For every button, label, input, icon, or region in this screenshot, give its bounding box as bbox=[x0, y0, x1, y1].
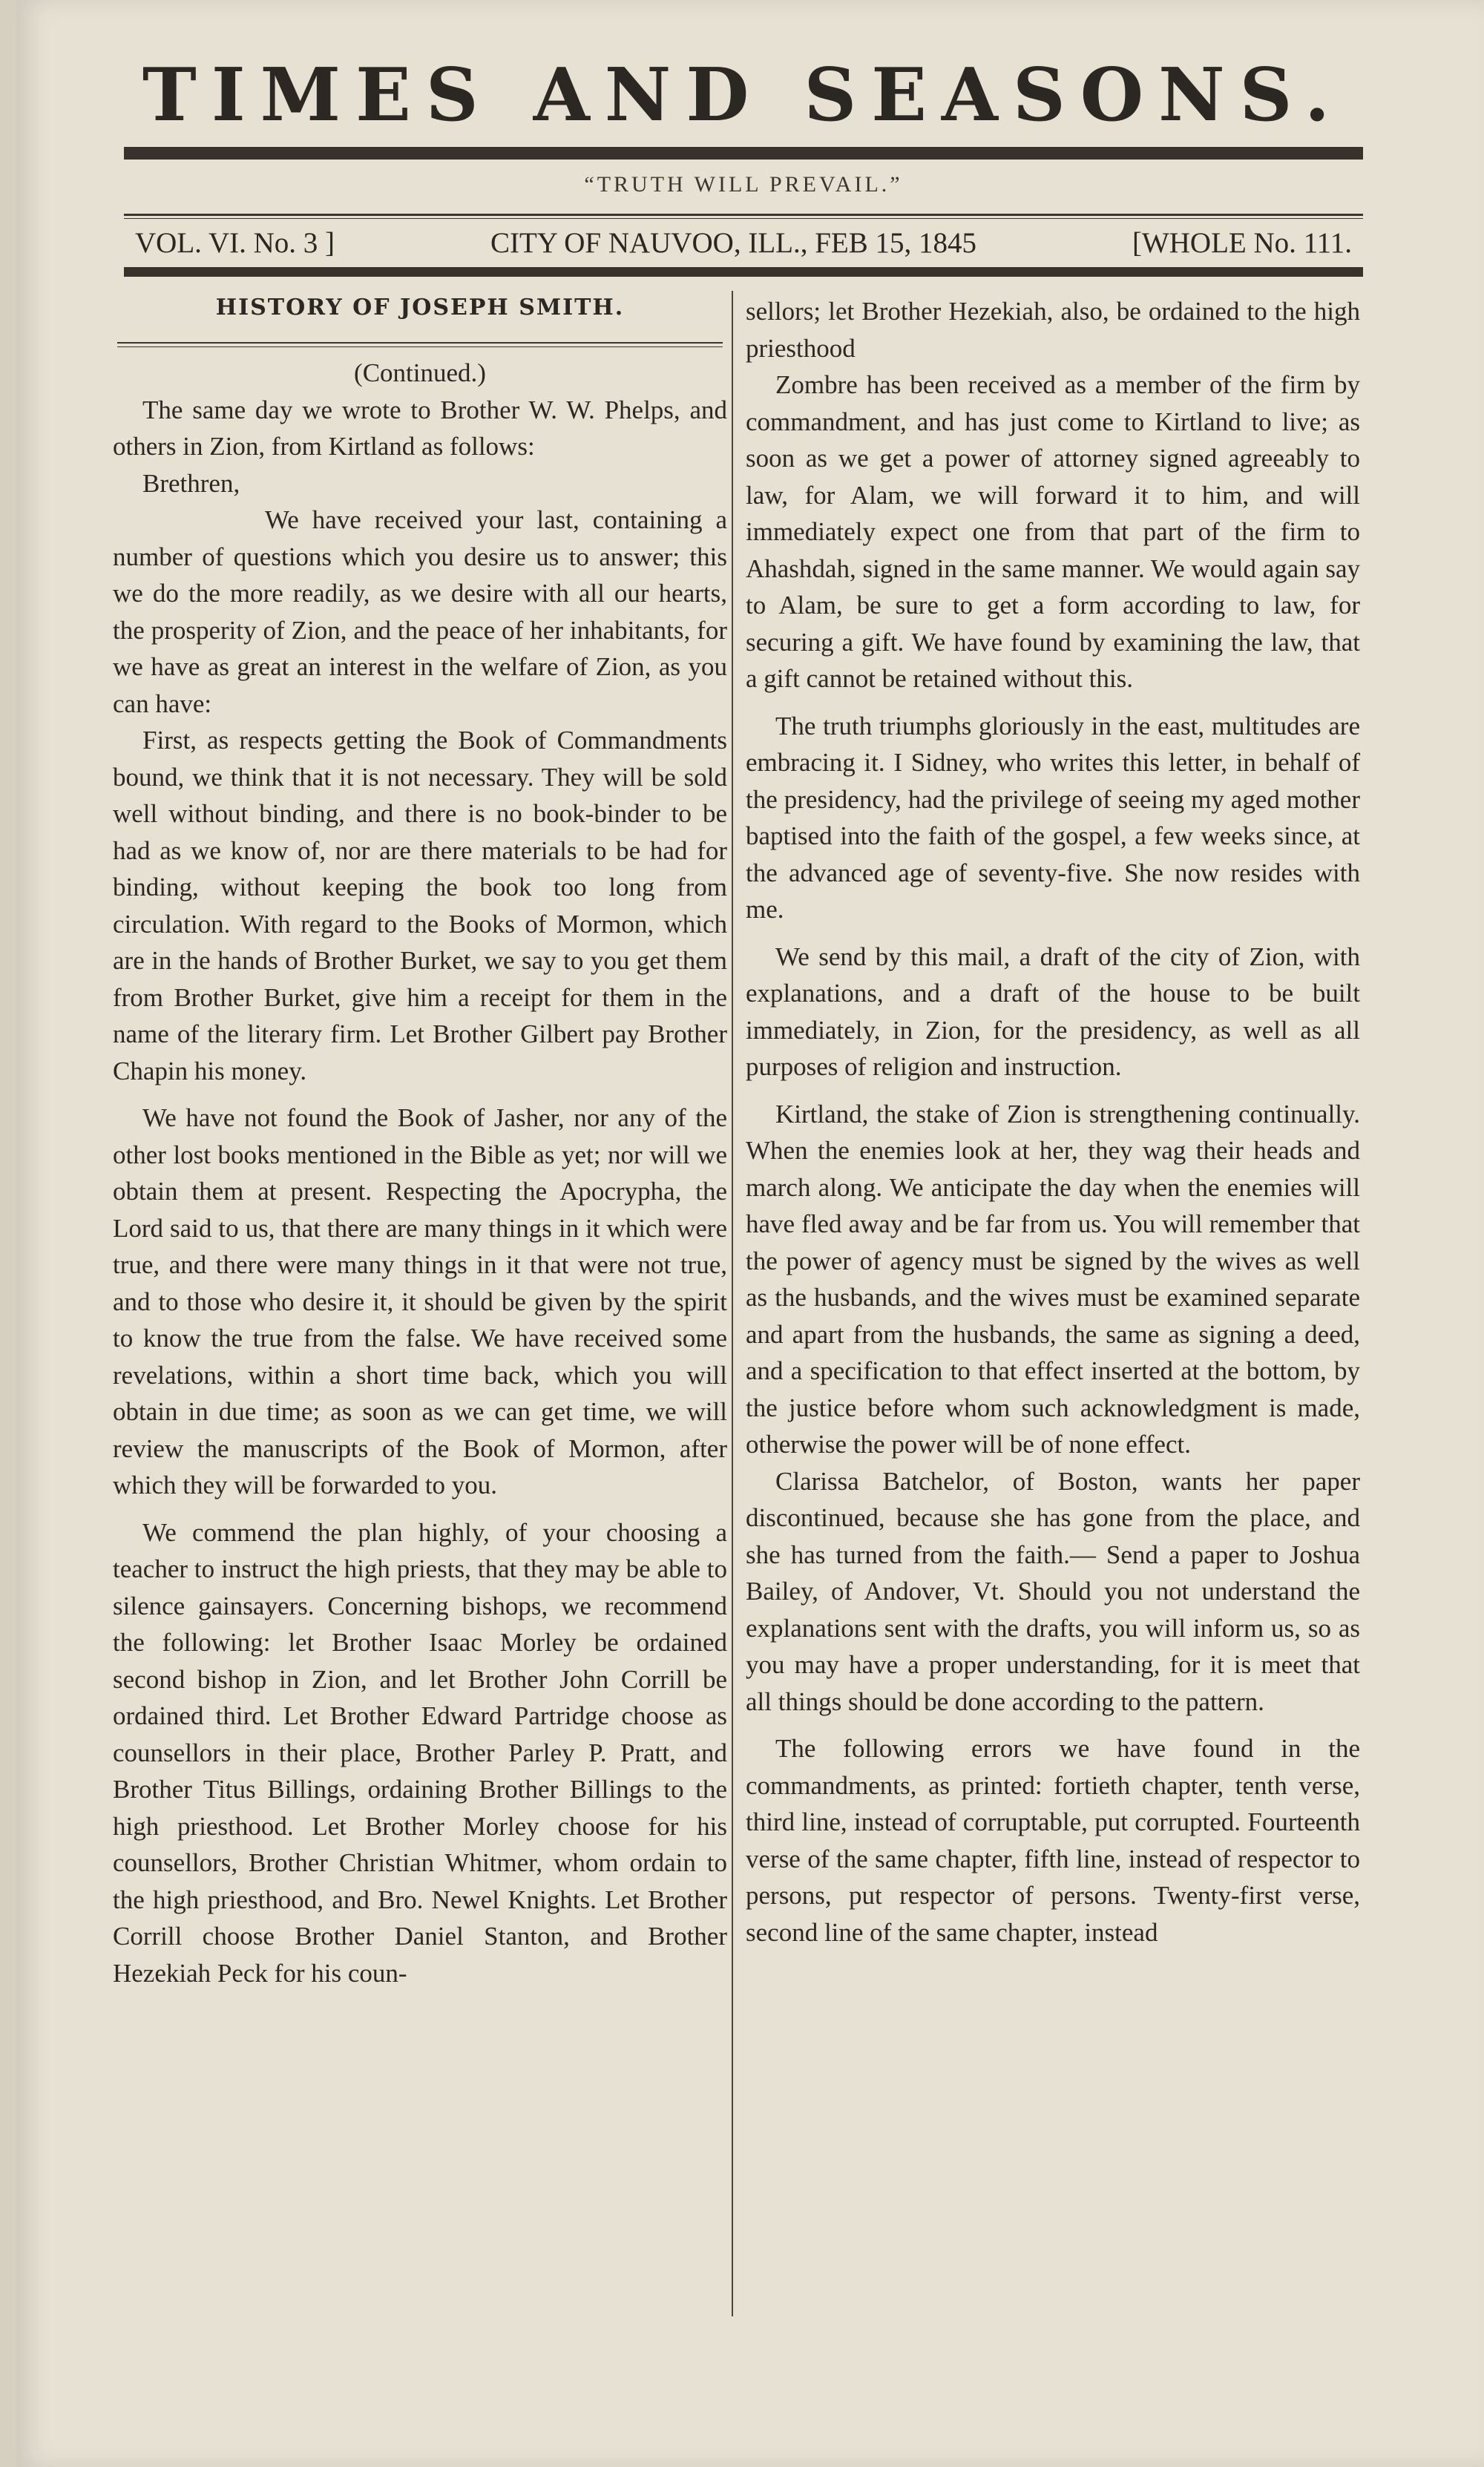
masthead-motto: “TRUTH WILL PREVAIL.” bbox=[584, 172, 903, 197]
dateline-rule-top-inner bbox=[124, 218, 1363, 219]
place-and-date: CITY OF NAUVOO, ILL., FEB 15, 1845 bbox=[490, 227, 976, 259]
dateline-rule-bottom bbox=[124, 267, 1363, 277]
paragraph: The same day we wrote to Brother W. W. Phelps, and others in Zion, from Kirtland as follows: bbox=[113, 395, 727, 461]
right-column bbox=[746, 293, 1360, 1951]
masthead-title: TIMES AND SEASONS. bbox=[142, 53, 1345, 138]
salutation: Brethren, bbox=[142, 468, 240, 498]
heading-rule bbox=[117, 342, 723, 344]
newspaper-page bbox=[16, 0, 1484, 2467]
paragraph: We commend the plan highly, of your choosing a teacher to instruct the high priests, that they may be able to silence gainsayers. Concerning bishops, we recommend the following: let Brother Isaac Morley be ordained second bishop in Zion, and let Brother John Corrill be ordained third. Let Brother Edward Partridge choose as counsellors in their place, Brother Parley P. Pratt, and Brother Titus Billings, ordaining Brother Billings to the high priesthood. Let Brother Morley choose for his counsellors, Brother Christian Whitmer, whom ordain to the high priesthood, and Bro. Newel Knights. Let Brother Corrill choose Brother Daniel Stanton, and Brother Hezekiah Peck for his coun- bbox=[113, 1517, 727, 1988]
masthead-rule-top bbox=[124, 147, 1363, 160]
paragraph: We have not found the Book of Jasher, nor any of the other lost books mentioned in the Bible as yet; nor will we obtain them at present. Respecting the Apocrypha, the Lord said to us, that there are many things in it which were true, and there were many things in it that were not true, and to those who desire it, it should be given by the spirit to know the true from the false. We have received some revelations, within a short time back, which you will obtain in due time; as soon as we can get time, we will review the manuscripts of the Book of Mormon, after which they will be forwarded to you. bbox=[113, 1103, 727, 1499]
paragraph: Zombre has been received as a member of the firm by commandment, and has just come to Kirtland to live; as soon as we get a power of attorney signed agreeably to law, for Alam, we will forward it to him, and will immediately expect one from that part of the firm to Ahashdah, signed in the same manner. We would again say to Alam, be sure to get a form according to law, for securing a gift. We have found by examining the law, that a gift cannot be retained without this. bbox=[746, 370, 1360, 693]
left-column bbox=[113, 293, 727, 1991]
whole-number: [WHOLE No. 111. bbox=[1132, 227, 1352, 259]
paragraph: We send by this mail, a draft of the city of Zion, with explanations, and a draft of the house to be built immediately, in Zion, for the presidency, as well as all purposes of religion and instruction. bbox=[746, 942, 1360, 1081]
paragraph: Kirtland, the stake of Zion is strengthening continually. When the enemies look at her, they wag their heads and march along. We anticipate the day when the enemies will have fled away and be far from us. You will remember that the power of agency must be signed by the wives as well as the husbands, and the wives must be examined separate and apart from the husbands, the same as signing a deed, and a specification to that effect inserted at the bottom, by the justice before whom such acknowledgment is made, otherwise the power will be of none effect. bbox=[746, 1099, 1360, 1459]
heading-rule-thin bbox=[117, 346, 723, 347]
paragraph: sellors; let Brother Hezekiah, also, be ordained to the high priesthood bbox=[746, 297, 1360, 363]
paragraph: The following errors we have found in the commandments, as printed: fortieth chapter, tenth verse, third line, instead of corruptable, put corrupted. Fourteenth verse of the same chapter, fifth line, instead of respector to persons, put respector of persons. Twenty-first verse, second line of the same chapter, instead bbox=[746, 1734, 1360, 1947]
paragraph: We have received your last, containing a number of questions which you desire us to answer; this we do the more readily, as we desire with all our hearts, the prosperity of Zion, and the peace of her inhabitants, for we have as great an interest in the welfare of Zion, as you can have: bbox=[113, 505, 727, 718]
column-divider bbox=[732, 291, 733, 2316]
article-heading: HISTORY OF JOSEPH SMITH. bbox=[215, 295, 625, 321]
volume-number: VOL. VI. No. 3 ] bbox=[135, 227, 335, 259]
dateline-rule-top bbox=[124, 214, 1363, 216]
dateline bbox=[135, 226, 1352, 260]
paragraph: Clarissa Batchelor, of Boston, wants her paper discontinued, because she has gone from the place, and she has turned from the faith.— Send a paper to Joshua Bailey, of Andover, Vt. Should you not understand the explanations sent with the drafts, you will inform us, so as you may have a proper understanding, for it is meet that all things should be done according to the pattern. bbox=[746, 1466, 1360, 1716]
continued-label: (Continued.) bbox=[354, 358, 486, 387]
paragraph: The truth triumphs gloriously in the east, multitudes are embracing it. I Sidney, who writes this letter, in behalf of the presidency, had the privilege of seeing my aged mother baptised into the faith of the gospel, a few weeks since, at the advanced age of seventy-five. She now resides with me. bbox=[746, 711, 1360, 924]
paragraph: First, as respects getting the Book of Commandments bound, we think that it is not necessary. They will be sold well without binding, and there is no book-binder to be had as we know of, nor are there materials to be had for binding, without keeping the book too long from circulation. With regard to the Books of Mormon, which are in the hands of Brother Burket, we say to you get them from Brother Burket, give him a receipt for them in the name of the literary firm. Let Brother Gilbert pay Brother Chapin his money. bbox=[113, 726, 727, 1085]
